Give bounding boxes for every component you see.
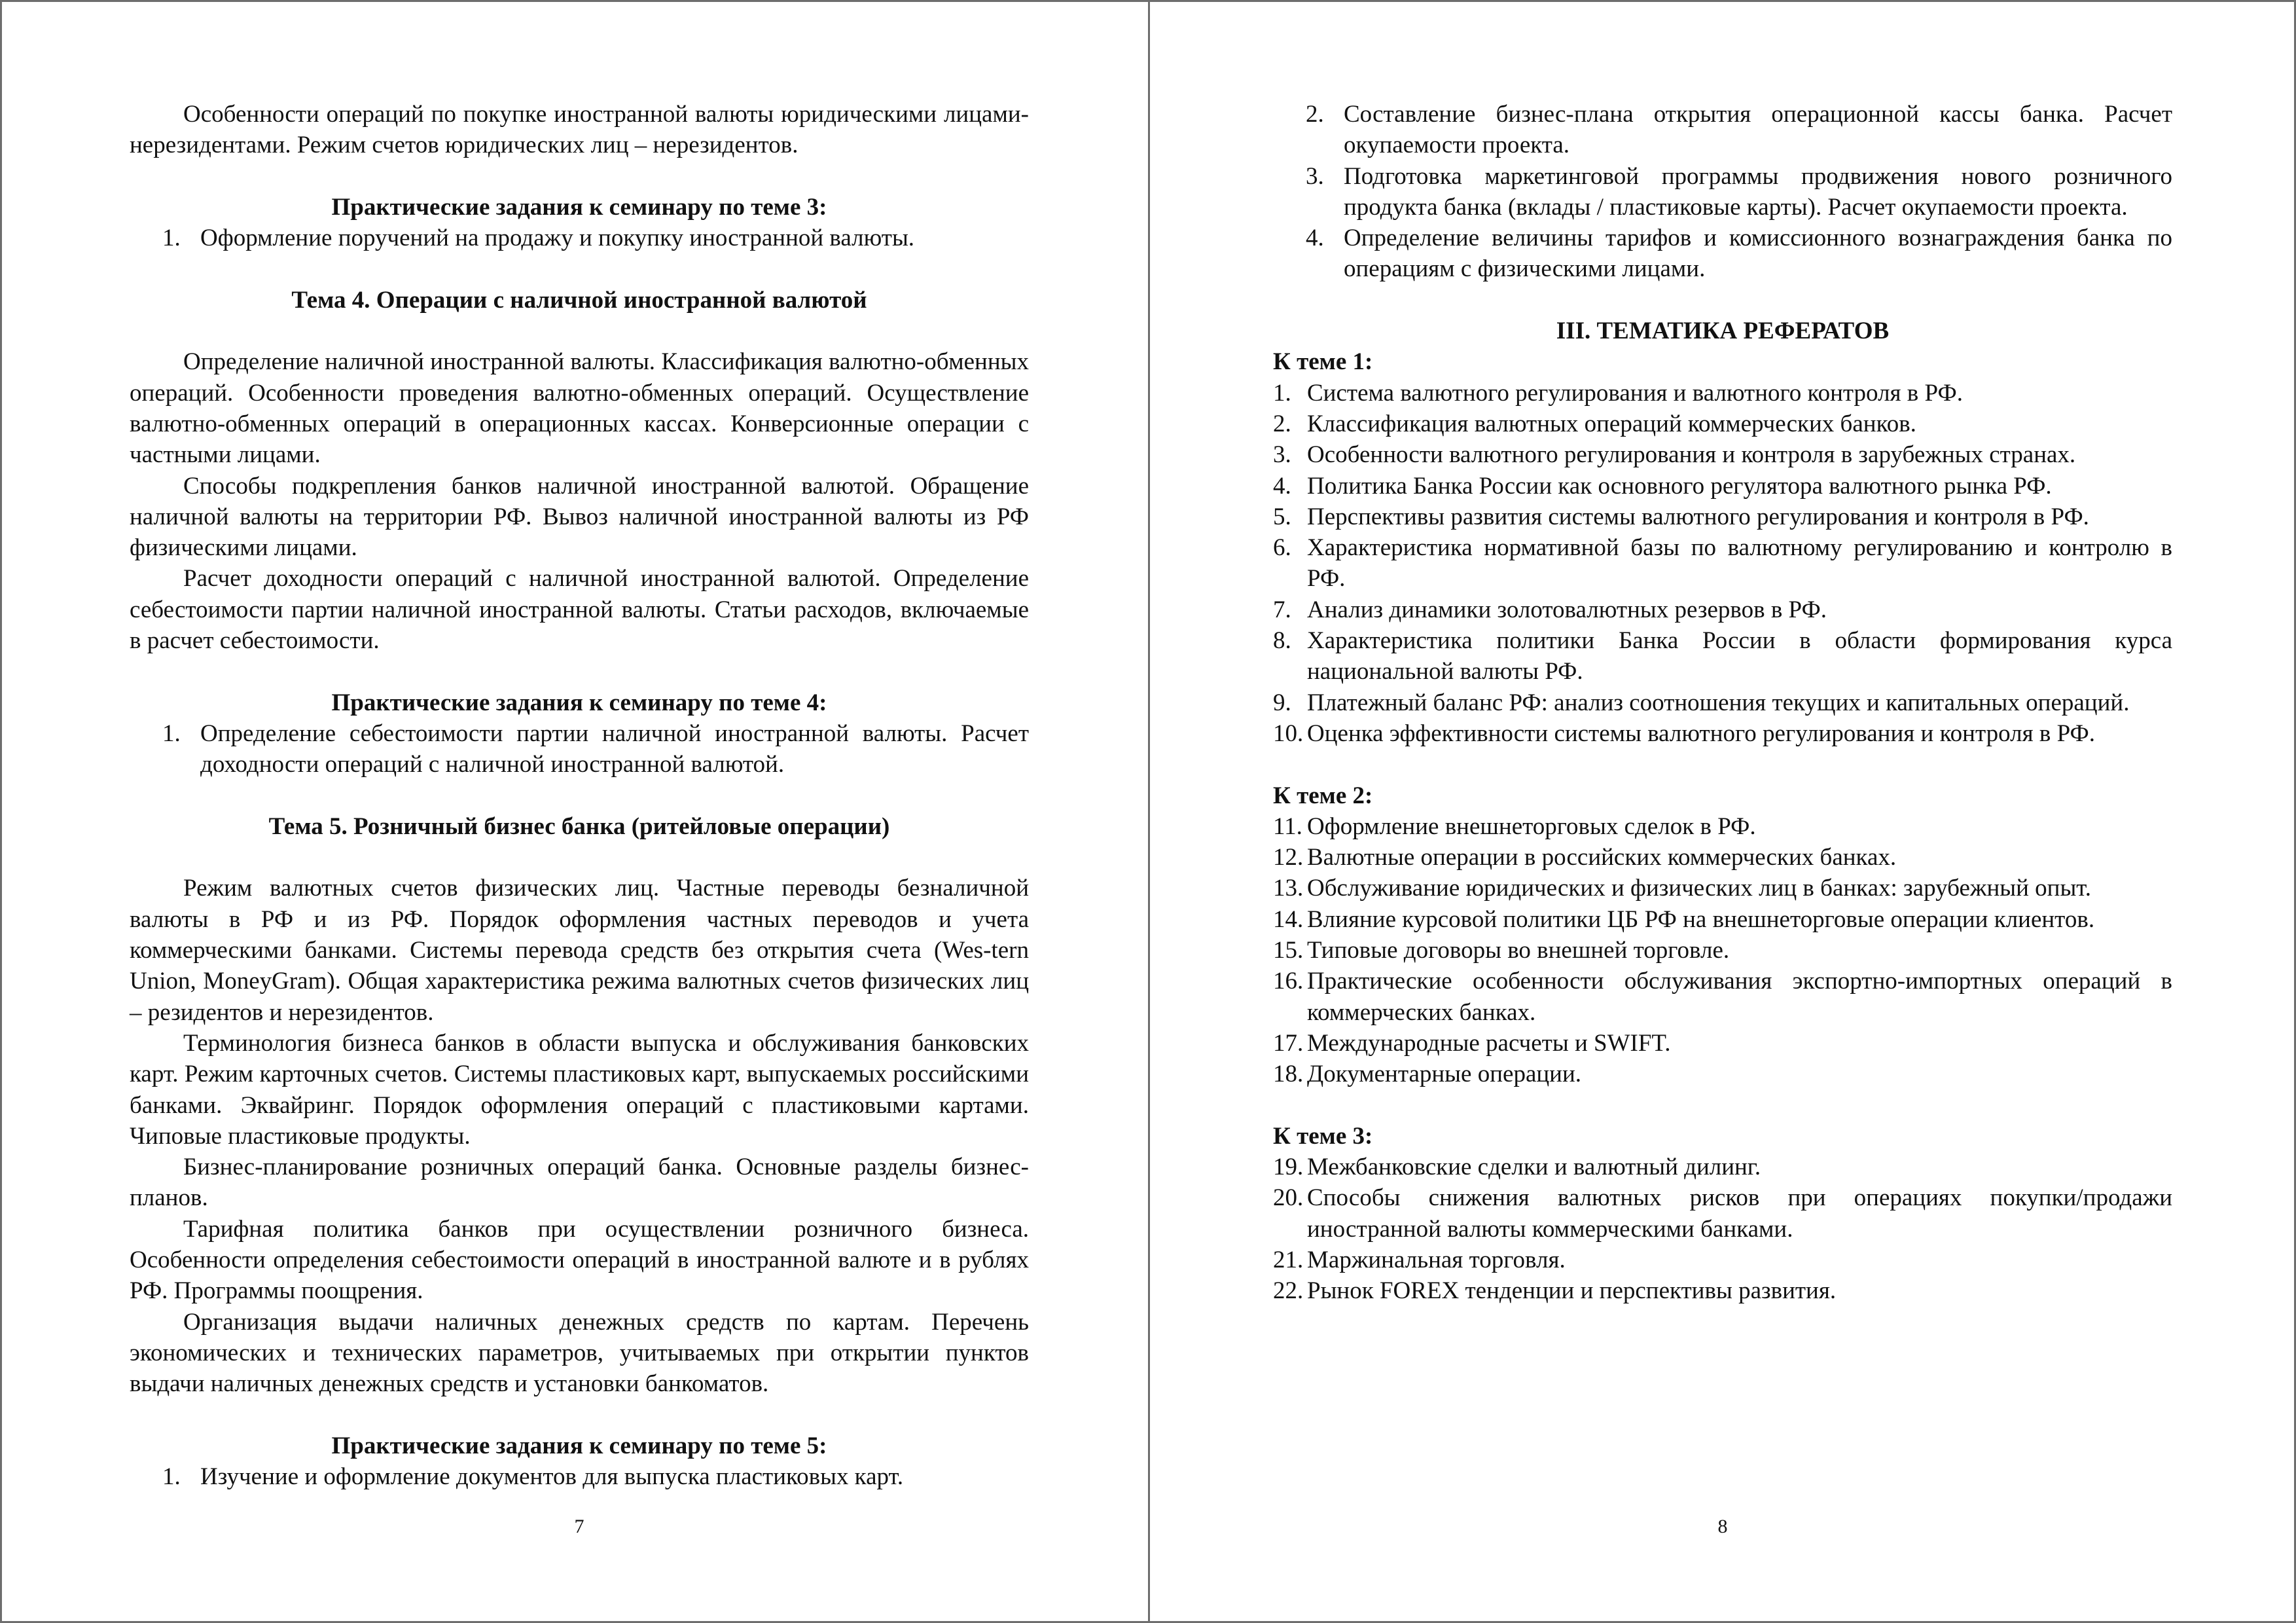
page-right-content	[1273, 99, 2172, 1307]
list-item-number: 9.	[1273, 689, 1291, 716]
list-item-number: 16.	[1273, 968, 1304, 995]
topic5-paragraph: Терминология бизнеса банков в области выпуска и обслуживания банковских карт. Режим карточных счетов. Системы пластиковых карт, выпускаемых российскими банками. Эквайринг. Порядок оформления операций с пластиковыми картами. Чиповые пластиковые продукты.	[130, 1029, 1029, 1150]
list-item	[1273, 1028, 2172, 1059]
list-item	[1273, 718, 2172, 749]
list-item-number: 4.	[1273, 472, 1291, 500]
group2-label: К теме 2:	[1273, 782, 1373, 809]
list-item	[1273, 378, 2172, 409]
list-item-number: 11.	[1273, 812, 1302, 840]
list-item-text: Оформление поручений на продажу и покупку иностранной валюты.	[200, 225, 915, 252]
section-heading: III. ТЕМАТИКА РЕФЕРАТОВ	[1556, 318, 1890, 345]
list-item-number: 3.	[1273, 441, 1291, 469]
list-item	[1273, 409, 2172, 439]
list-item-number: 13.	[1273, 875, 1304, 902]
list-item	[1273, 223, 2172, 285]
list-item	[130, 1461, 1029, 1492]
list-item-text: Оценка эффективности системы валютного регулирования и контроля в РФ.	[1307, 720, 2095, 747]
practice3-heading: Практические задания к семинару по теме 3:	[331, 193, 827, 221]
list-item	[1273, 687, 2172, 718]
topic5-paragraph: Режим валютных счетов физических лиц. Частные переводы безналичной валюты в РФ и из РФ. Порядок оформления частных переводов и учета коммерческими банками. Системы перевода средств без открытия счета (Wes-tern Union, MoneyGram). Общая характеристика режима валютных счетов физических лиц – резидентов и нерезидентов.	[130, 875, 1029, 1026]
list-item-number: 4.	[1306, 225, 1324, 252]
topic4-heading: Тема 4. Операции с наличной иностранной валютой	[291, 286, 867, 314]
list-item	[1273, 1275, 2172, 1306]
list-item-number: 17.	[1273, 1029, 1304, 1057]
page-left-content	[130, 99, 1029, 1492]
list-item-number: 8.	[1273, 627, 1291, 655]
list-item-text: Особенности валютного регулирования и контроля в зарубежных странах.	[1307, 441, 2076, 469]
list-item-number: 2.	[1273, 410, 1291, 437]
list-item-number: 22.	[1273, 1277, 1304, 1305]
list-item-text: Практические особенности обслуживания экспортно-импортных операций в коммерческих банках.	[1307, 968, 2172, 1026]
list-item-text: Система валютного регулирования и валютного контроля в РФ.	[1307, 379, 1963, 407]
list-item-number: 1.	[162, 1463, 181, 1491]
list-item-number: 20.	[1273, 1184, 1304, 1212]
list-item-number: 10.	[1273, 720, 1304, 747]
practice4-list	[130, 718, 1029, 780]
topic5-paragraph: Тарифная политика банков при осуществлении розничного бизнеса. Особенности определения себестоимости операций в иностранной валюте и в рублях РФ. Программы поощрения.	[130, 1215, 1029, 1305]
list-item	[1273, 935, 2172, 966]
list-item-number: 6.	[1273, 534, 1291, 562]
list-item	[1273, 842, 2172, 873]
practice3-list	[130, 223, 1029, 253]
list-item-text: Изучение и оформление документов для выпуска пластиковых карт.	[200, 1463, 904, 1491]
topic4-paragraph: Расчет доходности операций с наличной иностранной валютой. Определение себестоимости партии наличной иностранной валюты. Статьи расходов, включаемые в расчет себестоимости.	[130, 565, 1029, 655]
list-item	[1273, 439, 2172, 470]
list-item-text: Характеристика нормативной базы по валютному регулированию и контролю в РФ.	[1307, 534, 2172, 593]
list-item-text: Перспективы развития системы валютного регулирования и контроля в РФ.	[1307, 503, 2089, 530]
list-item-text: Межбанковские сделки и валютный дилинг.	[1307, 1154, 1761, 1181]
list-item	[1273, 625, 2172, 687]
list-item	[1273, 1245, 2172, 1275]
topic4-paragraph: Способы подкрепления банков наличной иностранной валютой. Обращение наличной валюты на территории РФ. Вывоз наличной иностранной валюты из РФ физическими лицами.	[130, 472, 1029, 562]
list-item-text: Классификация валютных операций коммерческих банков.	[1307, 410, 1916, 437]
list-item-text: Оформление внешнеторговых сделок в РФ.	[1307, 812, 1756, 840]
page-number: 7	[574, 1516, 584, 1537]
list-item-number: 1.	[162, 225, 181, 252]
topic5-paragraph: Организация выдачи наличных денежных средств по картам. Перечень экономических и технических параметров, учитываемых при открытии пунктов выдачи наличных денежных средств и установки банкоматов.	[130, 1308, 1029, 1398]
intro-paragraph: Особенности операций по покупке иностранной валюты юридическими лицами-нерезидентами. Режим счетов юридических лиц – нерезидентов.	[130, 101, 1029, 159]
list-item-text: Рынок FOREX тенденции и перспективы развития.	[1307, 1277, 1837, 1305]
list-item	[1273, 99, 2172, 161]
list-item	[1273, 161, 2172, 223]
list-item-number: 5.	[1273, 503, 1291, 530]
continued-list	[1273, 99, 2172, 285]
list-item	[130, 718, 1029, 780]
list-item	[1273, 904, 2172, 935]
group3-list	[1273, 1152, 2172, 1306]
list-item-text: Определение себестоимости партии наличной иностранной валюты. Расчет доходности операций с наличной иностранной валютой.	[200, 720, 1029, 778]
list-item	[1273, 811, 2172, 842]
list-item	[1273, 594, 2172, 625]
list-item	[1273, 532, 2172, 594]
list-item-number: 21.	[1273, 1246, 1304, 1273]
group2-list	[1273, 811, 2172, 1090]
list-item-text: Определение величины тарифов и комиссионного вознаграждения банка по операциям с физическими лицами.	[1344, 225, 2172, 283]
practice4-heading: Практические задания к семинару по теме 4:	[331, 689, 827, 716]
list-item-text: Характеристика политики Банка России в области формирования курса национальной валюты РФ.	[1307, 627, 2172, 685]
list-item	[1273, 966, 2172, 1028]
group1-label: К теме 1:	[1273, 348, 1373, 376]
list-item-text: Обслуживание юридических и физических лиц в банках: зарубежный опыт.	[1307, 875, 2091, 902]
list-item-number: 14.	[1273, 905, 1304, 933]
list-item	[1273, 873, 2172, 903]
list-item	[1273, 1152, 2172, 1182]
list-item-number: 19.	[1273, 1154, 1304, 1181]
group3-label: К теме 3:	[1273, 1122, 1373, 1150]
topic5-heading: Тема 5. Розничный бизнес банка (ритейловые операции)	[268, 812, 890, 840]
group1-list	[1273, 378, 2172, 750]
topic5-paragraph: Бизнес-планирование розничных операций банка. Основные разделы бизнес-планов.	[130, 1154, 1029, 1212]
practice5-heading: Практические задания к семинару по теме 5:	[331, 1432, 827, 1459]
topic4-paragraph: Определение наличной иностранной валюты. Классификация валютно-обменных операций. Особенности проведения валютно-обменных операций. Осуществление валютно-обменных операций в операционных кассах. Конверсионные операции с частными лицами.	[130, 348, 1029, 469]
list-item	[130, 223, 1029, 253]
list-item	[1273, 1059, 2172, 1089]
page-right	[1273, 2, 2172, 1621]
list-item-text: Политика Банка России как основного регулятора валютного рынка РФ.	[1307, 472, 2052, 500]
practice5-list	[130, 1461, 1029, 1492]
list-item-number: 15.	[1273, 937, 1304, 964]
list-item-number: 12.	[1273, 844, 1304, 871]
list-item-text: Подготовка маркетинговой программы продвижения нового розничного продукта банка (вклады / пластиковые карты). Расчет окупаемости проекта.	[1344, 162, 2172, 221]
list-item-text: Маржинальная торговля.	[1307, 1246, 1566, 1273]
page-left	[130, 2, 1029, 1621]
list-item-number: 1.	[1273, 379, 1291, 407]
list-item-text: Типовые договоры во внешней торговле.	[1307, 937, 1730, 964]
list-item-text: Международные расчеты и SWIFT.	[1307, 1029, 1671, 1057]
list-item	[1273, 1182, 2172, 1245]
list-item-text: Документарные операции.	[1307, 1061, 1582, 1088]
list-item-text: Платежный баланс РФ: анализ соотношения текущих и капитальных операций.	[1307, 689, 2130, 716]
list-item-text: Составление бизнес-плана открытия операционной кассы банка. Расчет окупаемости проекта.	[1344, 101, 2172, 159]
list-item-number: 3.	[1306, 162, 1324, 190]
list-item-text: Способы снижения валютных рисков при операциях покупки/продажи иностранной валюты коммерческими банками.	[1307, 1184, 2172, 1243]
list-item-number: 18.	[1273, 1061, 1304, 1088]
list-item	[1273, 501, 2172, 532]
list-item	[1273, 471, 2172, 501]
list-item-number: 2.	[1306, 101, 1324, 128]
list-item-number: 1.	[162, 720, 181, 747]
list-item-text: Валютные операции в российских коммерческих банках.	[1307, 844, 1897, 871]
list-item-text: Анализ динамики золотовалютных резервов в РФ.	[1307, 596, 1827, 623]
list-item-text: Влияние курсовой политики ЦБ РФ на внешнеторговые операции клиентов.	[1307, 905, 2095, 933]
list-item-number: 7.	[1273, 596, 1291, 623]
page-number: 8	[1717, 1516, 1728, 1537]
page-divider	[1148, 2, 1150, 1621]
